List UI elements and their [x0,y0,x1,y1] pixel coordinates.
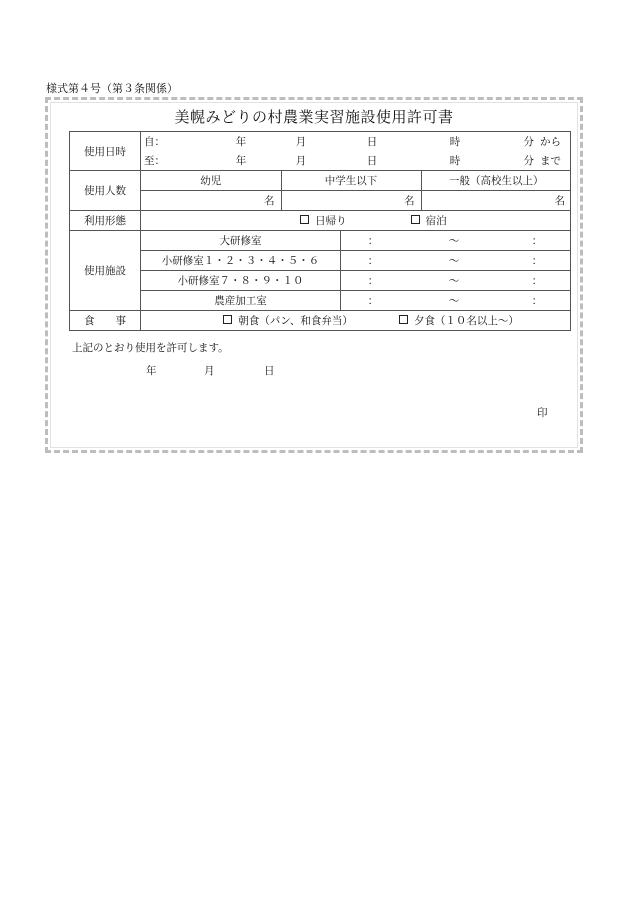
people-counts [141,191,571,210]
option-day-trip-label: 日帰り [315,215,347,227]
to-month-unit: 月 [295,155,307,167]
from-hour-unit: 時 [449,136,461,148]
to-year-unit: 年 [235,155,247,167]
category-junior-high: 中学生以下 [281,171,421,190]
time-colon: ： [367,235,379,247]
usage-type-label: 利用形態 [70,211,141,231]
people-header-row [70,171,571,191]
facility-row [70,271,571,291]
from-day-unit: 日 [366,136,378,148]
to-minute-unit: 分 [523,155,534,167]
meals-row [70,311,571,331]
checkbox-icon[interactable] [223,315,232,324]
permit-year: 年 [146,365,157,377]
facility-name: 小研修室７・８・９・１０ [141,271,341,291]
facility-name: 大研修室 [141,231,341,251]
facility-time-cell[interactable] [341,271,571,291]
time-tilde: ～ [448,255,460,267]
checkbox-icon[interactable] [411,215,420,224]
time-colon: ： [531,295,543,307]
checkbox-icon[interactable] [399,315,408,324]
facility-name: 小研修室１・２・３・４・５・６ [141,251,341,271]
from-prefix: 自： [144,136,165,148]
permit-month: 月 [204,365,215,377]
count-general[interactable]: 名 [554,195,565,207]
permit-table [69,131,571,331]
seal-mark: 印 [537,407,548,419]
time-colon: ： [367,295,379,307]
facility-row [70,251,571,271]
people-categories-cell [141,171,571,191]
facility-time-cell[interactable] [341,291,571,311]
permit-statement: 上記のとおり使用を許可します。 [72,342,229,354]
time-colon: ： [531,275,543,287]
option-breakfast[interactable] [141,311,377,330]
people-count-row [70,191,571,211]
facility-row [70,231,571,251]
option-overnight[interactable] [373,211,570,230]
people-label: 使用人数 [70,171,141,211]
meals-label: 食 事 [70,311,141,331]
usage-datetime-row [70,132,571,171]
facility-time-cell[interactable] [341,231,571,251]
time-tilde: ～ [448,235,460,247]
checkbox-icon[interactable] [300,215,309,224]
datetime-to-line [141,151,571,170]
from-year-unit: 年 [235,136,247,148]
option-dinner-label: 夕食（１０名以上～） [413,315,519,327]
category-general: 一般（高校生以上） [449,175,544,187]
usage-datetime-cell[interactable] [141,132,571,171]
permit-frame [45,97,583,453]
people-categories [141,171,571,190]
facility-time-cell[interactable] [341,251,571,271]
option-day-trip[interactable] [141,211,373,230]
time-colon: ： [531,255,543,267]
time-colon: ： [367,275,379,287]
permit-day: 日 [264,365,275,377]
option-breakfast-label: 朝食（パン、和食弁当） [238,315,353,327]
document-title: 美幌みどりの村農業実習施設使用許可書 [174,108,454,126]
from-minute-unit: 分 [523,136,534,148]
facilities-label: 使用施設 [70,231,141,311]
time-colon: ： [367,255,379,267]
usage-datetime-label: 使用日時 [70,132,141,171]
people-counts-cell [141,191,571,211]
from-suffix: から [540,136,561,148]
usage-type-row [70,211,571,231]
form-number: 様式第４号（第３条関係） [46,82,178,95]
to-hour-unit: 時 [449,155,461,167]
time-tilde: ～ [448,295,460,307]
datetime-grid [141,132,571,170]
to-prefix: 至： [144,155,165,167]
option-dinner[interactable] [377,311,570,330]
meals-options [141,311,571,331]
from-month-unit: 月 [295,136,307,148]
to-suffix: まで [540,155,561,167]
facility-row [70,291,571,311]
datetime-from-line [141,132,571,151]
option-overnight-label: 宿泊 [425,215,447,227]
time-tilde: ～ [448,275,460,287]
facility-name: 農産加工室 [141,291,341,311]
count-infant[interactable]: 名 [141,191,281,210]
count-junior-high[interactable]: 名 [281,191,421,210]
category-infant: 幼児 [141,171,281,190]
usage-type-options [141,211,571,231]
to-day-unit: 日 [366,155,378,167]
time-colon: ： [531,235,543,247]
